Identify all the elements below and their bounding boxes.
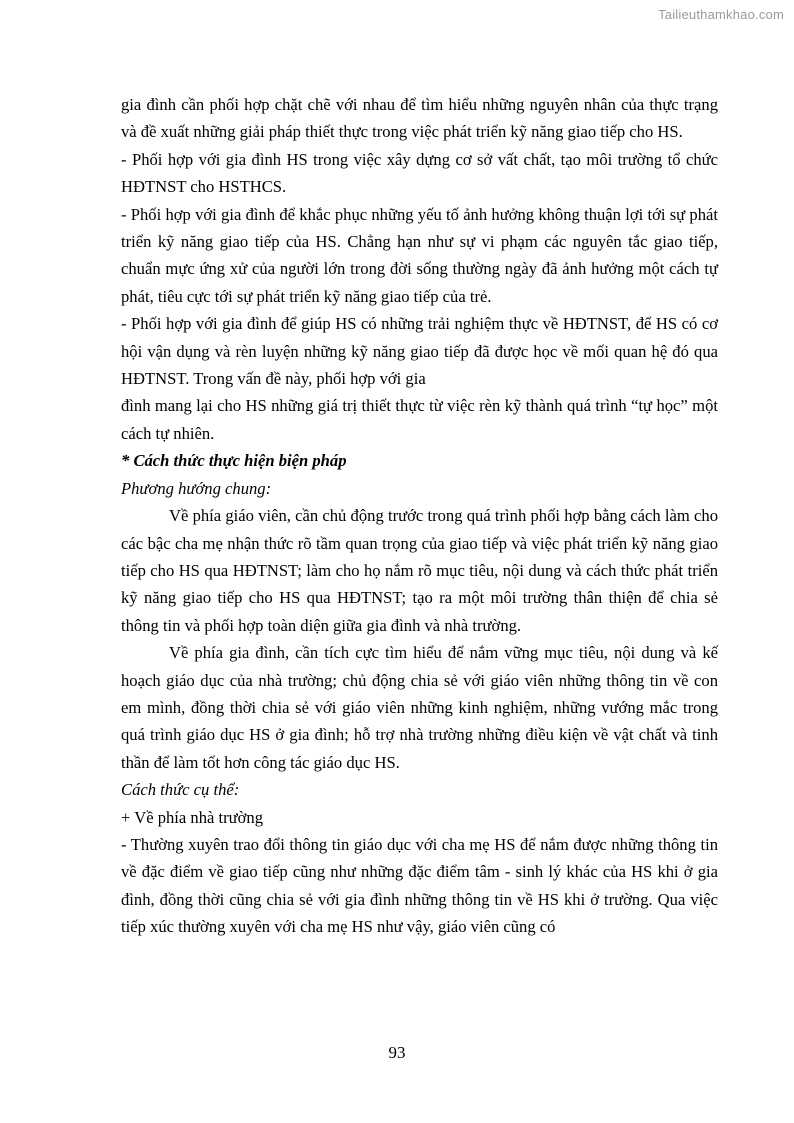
bullet-information-exchange: - Thường xuyên trao đổi thông tin giáo dục với cha mẹ HS để nắm được những thông tin về đặc điểm về giao tiếp cũng như những đặc điểm tâm - sinh lý khác của HS khi ở gia đình, đồng thời cũng chia sẻ với gia đình những thông tin về HS khi ở trường. Qua việc tiếp xúc thường xuyên với cha mẹ HS như vậy, giáo viên cũng có (121, 834, 718, 937)
subheading-school-side: + Về phía nhà trường (121, 807, 264, 827)
watermark-text: Tailieuthamkhao.com (658, 7, 784, 22)
subheading-specific-methods: Cách thức cụ thể: (121, 780, 240, 800)
section-heading: * Cách thức thực hiện biện pháp (121, 451, 347, 471)
document-body (121, 91, 718, 941)
subheading-general-direction: Phương hướng chung: (121, 478, 272, 498)
bullet-experiences: - Phối hợp với gia đình để giúp HS có những trải nghiệm thực về HĐTNST, để HS có cơ hội vận dụng và rèn luyện những kỹ năng giao tiếp đã được học về mối quan hệ đó qua HĐTNST. Trong vấn đề này, phối hợp với gia (121, 314, 718, 389)
paragraph-family-side: Về phía gia đình, cần tích cực tìm hiểu để nắm vững mục tiêu, nội dung và kế hoạch giáo dục của nhà trường; chủ động chia sẻ với giáo viên những thông tin về con em mình, đồng thời chia sẻ với giáo viên những kinh nghiệm, những vướng mắc trong quá trình giáo dục HS ở gia đình; hỗ trợ nhà trường những điều kiện về vật chất và tinh thần để làm tốt hơn công tác giáo dục HS. (121, 643, 718, 772)
paragraph-continuation: gia đình cần phối hợp chặt chẽ với nhau để tìm hiểu những nguyên nhân của thực trạng và đề xuất những giải pháp thiết thực trong việc phát triển kỹ năng giao tiếp cho HS. (121, 95, 718, 142)
bullet-facilities: - Phối hợp với gia đình HS trong việc xây dựng cơ sở vất chất, tạo môi trường tổ chức HĐTNST cho HSTHCS. (121, 149, 718, 197)
paragraph-self-study: đình mang lại cho HS những giá trị thiết thực từ việc rèn kỹ thành quá trình “tự học” một cách tự nhiên. (121, 396, 718, 443)
bullet-overcome-factors: - Phối hợp với gia đình để khắc phục những yếu tố ảnh hưởng không thuận lợi tới sự phát triển kỹ năng giao tiếp của HS. Chẳng hạn như sự vi phạm các nguyên tắc giao tiếp, chuẩn mực ứng xử của người lớn trong đời sống thường ngày đã ảnh hưởng một cách tự phát, tiêu cực tới sự phát triển kỹ năng giao tiếp của trẻ. (121, 204, 718, 306)
paragraph-teacher-side: Về phía giáo viên, cần chủ động trước trong quá trình phối hợp bằng cách làm cho các bậc cha mẹ nhận thức rõ tầm quan trọng của giao tiếp và việc phát triển kỹ năng giao tiếp cho HS qua HĐTNST; làm cho họ nắm rõ mục tiêu, nội dung và cách thức phát triển kỹ năng giao tiếp cho HS qua HĐTNST; tạo ra một môi trường thân thiện để chia sẻ thông tin và phối hợp toàn diện giữa gia đình và nhà trường. (121, 506, 718, 635)
page-number: 93 (388, 1043, 406, 1062)
